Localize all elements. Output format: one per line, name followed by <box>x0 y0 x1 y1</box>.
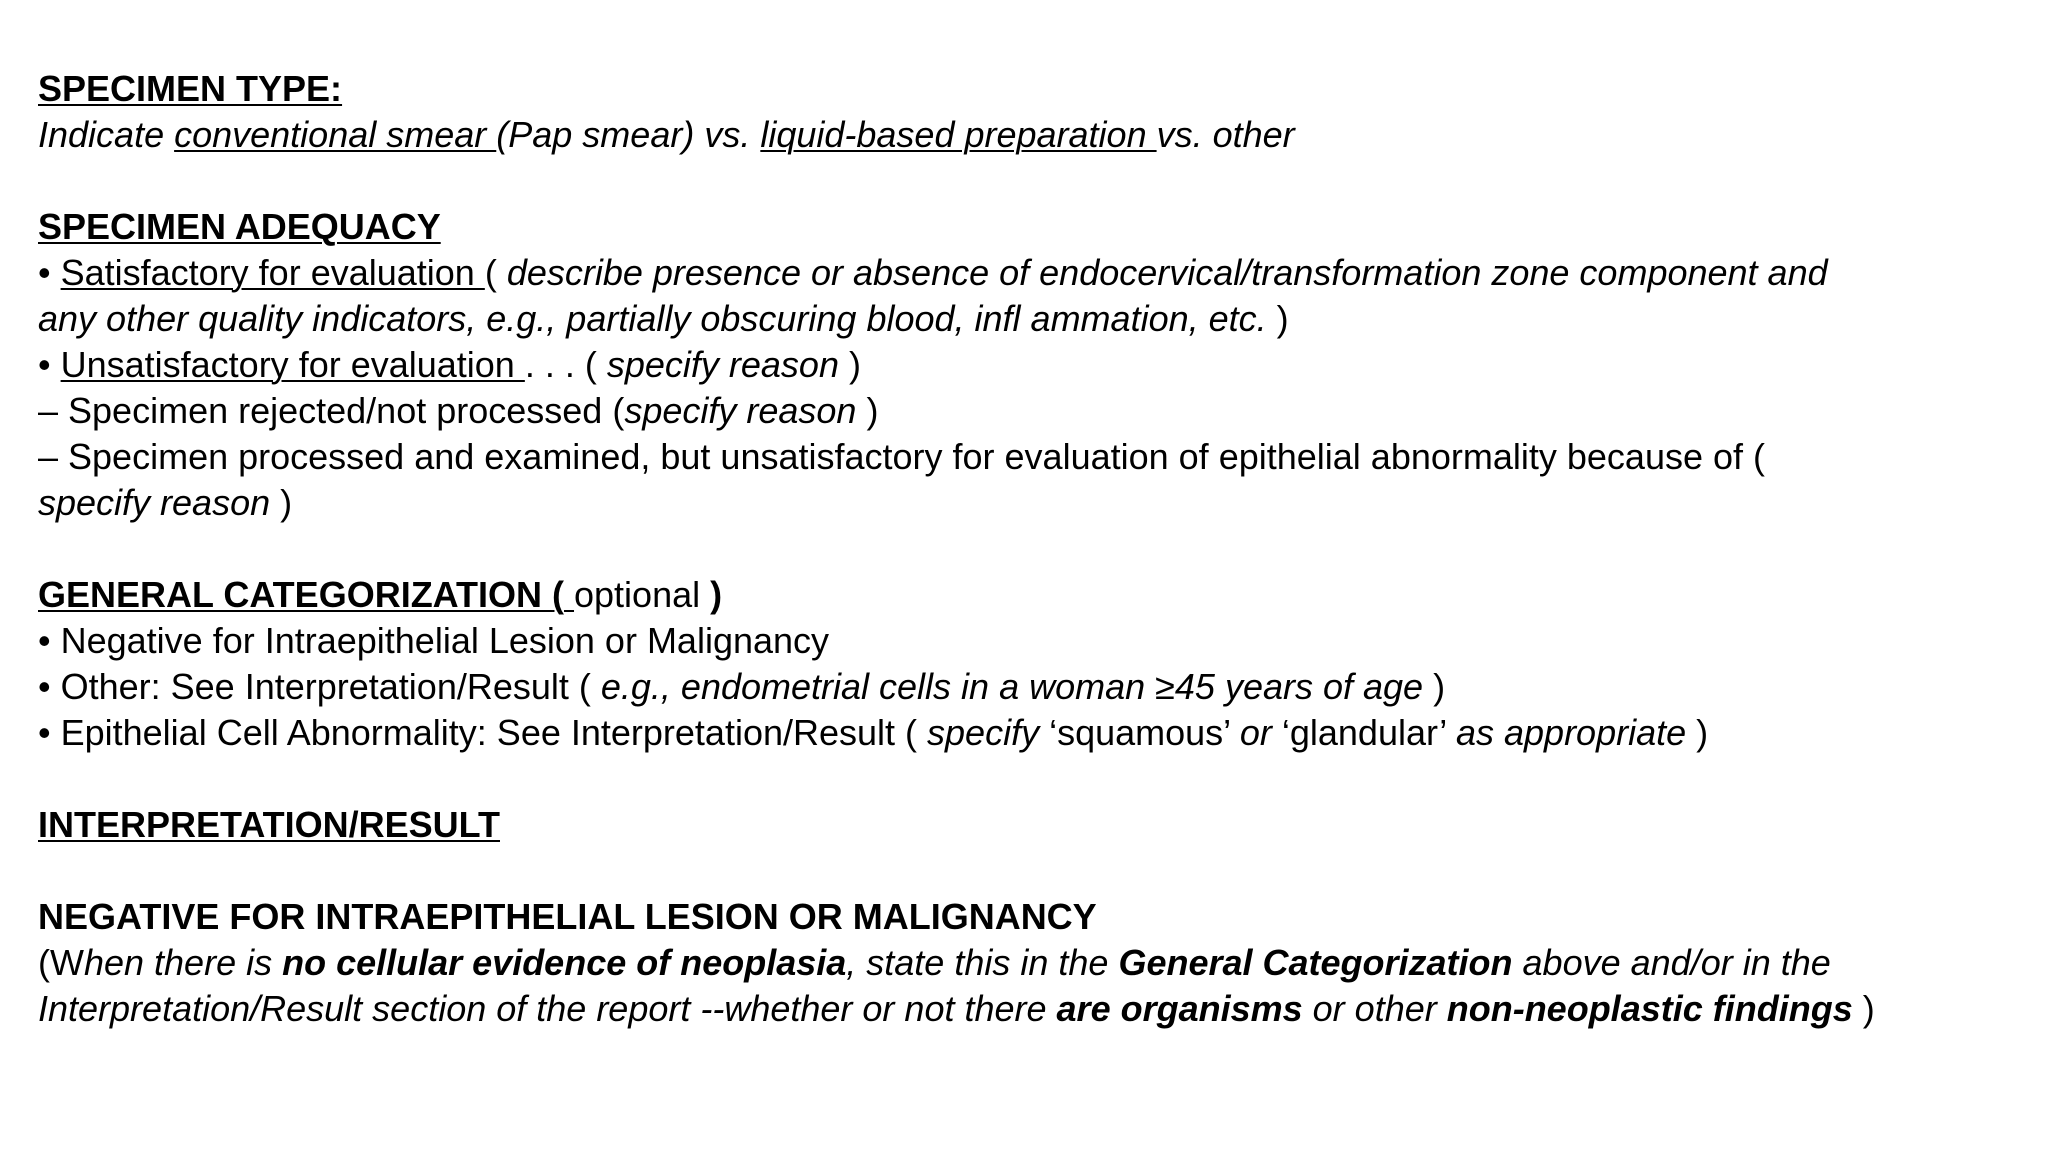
category-negative-text: • Negative for Intraepithelial Lesion or Malignancy <box>38 620 830 661</box>
specimen-type-heading <box>38 66 2028 112</box>
specimen-adequacy-heading-text: SPECIMEN ADEQUACY <box>38 206 441 247</box>
category-epithelial-specify: specify <box>927 712 1040 753</box>
rejected-line <box>38 388 2028 434</box>
general-categorization-heading <box>38 572 2028 618</box>
category-other-paren-close: ) <box>1423 666 1446 707</box>
negative-line2-organisms: are organisms <box>1056 988 1303 1029</box>
rejected-text: – Specimen rejected/not processed ( <box>38 390 625 431</box>
processed-line <box>38 434 2028 480</box>
category-negative <box>38 618 2028 664</box>
specimen-type-liquid-based: liquid-based preparation <box>760 114 1157 155</box>
specimen-type-other: vs. other <box>1156 114 1295 155</box>
negative-line1-general-categorization: General Categorization <box>1118 942 1513 983</box>
category-other-text: • Other: See Interpretation/Result ( <box>38 666 601 707</box>
unsatisfactory-bullet: • <box>38 344 61 385</box>
unsatisfactory-dots: . . . ( <box>524 344 607 385</box>
negative-section-line1 <box>38 940 2028 986</box>
negative-line2-non-neoplastic: non-neoplastic findings <box>1446 988 1853 1029</box>
processed-paren-close: ) <box>270 482 293 523</box>
specimen-type-indicate: Indicate <box>38 114 175 155</box>
category-epithelial <box>38 710 2028 756</box>
category-epithelial-paren-close: ) <box>1686 712 1709 753</box>
unsatisfactory-paren-close: ) <box>838 344 861 385</box>
negative-section-heading-text: NEGATIVE FOR INTRAEPITHELIAL LESION OR MALIGNANCY <box>38 896 1097 937</box>
satisfactory-desc-line2: any other quality indicators, e.g., partially obscuring blood, infl ammation, etc. <box>38 298 1267 339</box>
satisfactory-line-2 <box>38 296 2028 342</box>
general-categorization-paren-open: ( <box>552 574 575 615</box>
category-epithelial-glandular: ‘glandular’ <box>1271 712 1456 753</box>
interpretation-result-heading <box>38 802 2028 848</box>
category-epithelial-or: or <box>1239 712 1272 753</box>
specimen-adequacy-heading <box>38 204 2028 250</box>
unsatisfactory-label: Unsatisfactory for evaluation <box>60 344 525 385</box>
general-categorization-paren-close: ) <box>700 574 723 615</box>
negative-line1-p6: above and/or in the <box>1512 942 1831 983</box>
interpretation-result-heading-text: INTERPRETATION/RESULT <box>38 804 500 845</box>
spacer <box>38 848 2028 894</box>
negative-line1-p1: (W <box>38 942 84 983</box>
satisfactory-line <box>38 250 2028 296</box>
negative-section-line2 <box>38 986 2028 1032</box>
satisfactory-desc-line1: describe presence or absence of endocervical/transformation zone component and <box>506 252 1828 293</box>
negative-line1-p2: hen there is <box>83 942 283 983</box>
specimen-type-conventional-smear: conventional smear <box>174 114 497 155</box>
satisfactory-paren-open: ( <box>484 252 507 293</box>
negative-line2-p1: Interpretation/Result section of the report --whether or not there <box>38 988 1057 1029</box>
rejected-reason: specify reason <box>624 390 857 431</box>
unsatisfactory-reason: specify reason <box>606 344 839 385</box>
specimen-type-line <box>38 112 2028 158</box>
satisfactory-bullet: • <box>38 252 61 293</box>
negative-line1-p4: , state this in the <box>846 942 1119 983</box>
negative-section-heading <box>38 894 2028 940</box>
processed-reason: specify reason <box>38 482 271 523</box>
specimen-type-heading-text: SPECIMEN TYPE: <box>38 68 343 109</box>
negative-line2-paren-close: ) <box>1852 988 1875 1029</box>
processed-line-2 <box>38 480 2028 526</box>
unsatisfactory-line <box>38 342 2028 388</box>
rejected-paren-close: ) <box>856 390 879 431</box>
negative-line2-p3: or other <box>1302 988 1447 1029</box>
negative-line1-no-evidence: no cellular evidence of neoplasia <box>282 942 847 983</box>
spacer <box>38 158 2028 204</box>
processed-text: – Specimen processed and examined, but unsatisfactory for evaluation of epithelial abnormality because of ( <box>38 436 1765 477</box>
general-categorization-optional: optional <box>574 574 701 615</box>
spacer <box>38 756 2028 802</box>
specimen-type-pap-smear: (Pap smear) vs. <box>496 114 761 155</box>
category-other <box>38 664 2028 710</box>
document-body <box>38 66 2028 1032</box>
category-other-example: e.g., endometrial cells in a woman ≥45 years of age <box>600 666 1424 707</box>
category-epithelial-as-appropriate: as appropriate <box>1455 712 1687 753</box>
satisfactory-label: Satisfactory for evaluation <box>60 252 485 293</box>
spacer <box>38 526 2028 572</box>
general-categorization-heading-text: GENERAL CATEGORIZATION <box>38 574 553 615</box>
satisfactory-paren-close: ) <box>1266 298 1289 339</box>
category-epithelial-text: • Epithelial Cell Abnormality: See Interpretation/Result ( <box>38 712 928 753</box>
category-epithelial-squamous: ‘squamous’ <box>1039 712 1240 753</box>
